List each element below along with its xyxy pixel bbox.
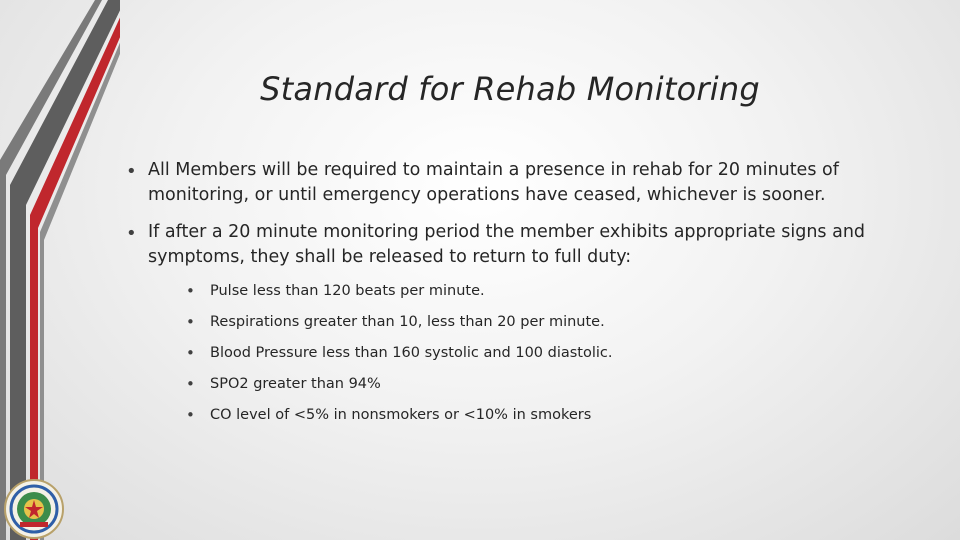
department-seal-icon (3, 478, 65, 540)
sub-bullet-text: Respirations greater than 10, less than 20 per minute. (210, 314, 605, 330)
sub-bullet-text: Pulse less than 120 beats per minute. (210, 283, 485, 299)
sub-bullet-text: SPO2 greater than 94% (210, 376, 381, 392)
bullet-text: All Members will be required to maintain a presence in rehab for 20 minutes of monitoring, or until emergency operations have ceased, whichever is sooner. (148, 160, 839, 205)
bullet-dot-icon: • (186, 375, 195, 393)
bullet-dot-icon: • (186, 406, 195, 424)
gray-stripe-wide (10, 0, 120, 540)
bullet-dot-icon: • (126, 223, 137, 244)
bullet-text: If after a 20 minute monitoring period the member exhibits appropriate signs and symptoms, they shall be released to return to full duty: (148, 222, 866, 267)
sub-bullet-text: Blood Pressure less than 160 systolic and 100 diastolic. (210, 345, 613, 361)
sub-bullet-item (184, 307, 900, 338)
sub-bullet-item (184, 276, 900, 307)
bullet-dot-icon: • (186, 344, 195, 362)
bullet-item (120, 220, 900, 431)
sub-bullet-list (184, 276, 900, 431)
sub-bullet-item (184, 400, 900, 431)
sub-bullet-text: CO level of <5% in nonsmokers or <10% in smokers (210, 407, 592, 423)
decorative-stripes (0, 0, 120, 540)
sub-bullet-item (184, 338, 900, 369)
bullet-item (120, 158, 900, 208)
bullet-dot-icon: • (186, 313, 195, 331)
sub-bullet-item (184, 369, 900, 400)
bullet-dot-icon: • (126, 161, 137, 182)
bullet-dot-icon: • (186, 282, 195, 300)
slide-body (120, 158, 900, 443)
slide-title: Standard for Rehab Monitoring (260, 70, 760, 108)
